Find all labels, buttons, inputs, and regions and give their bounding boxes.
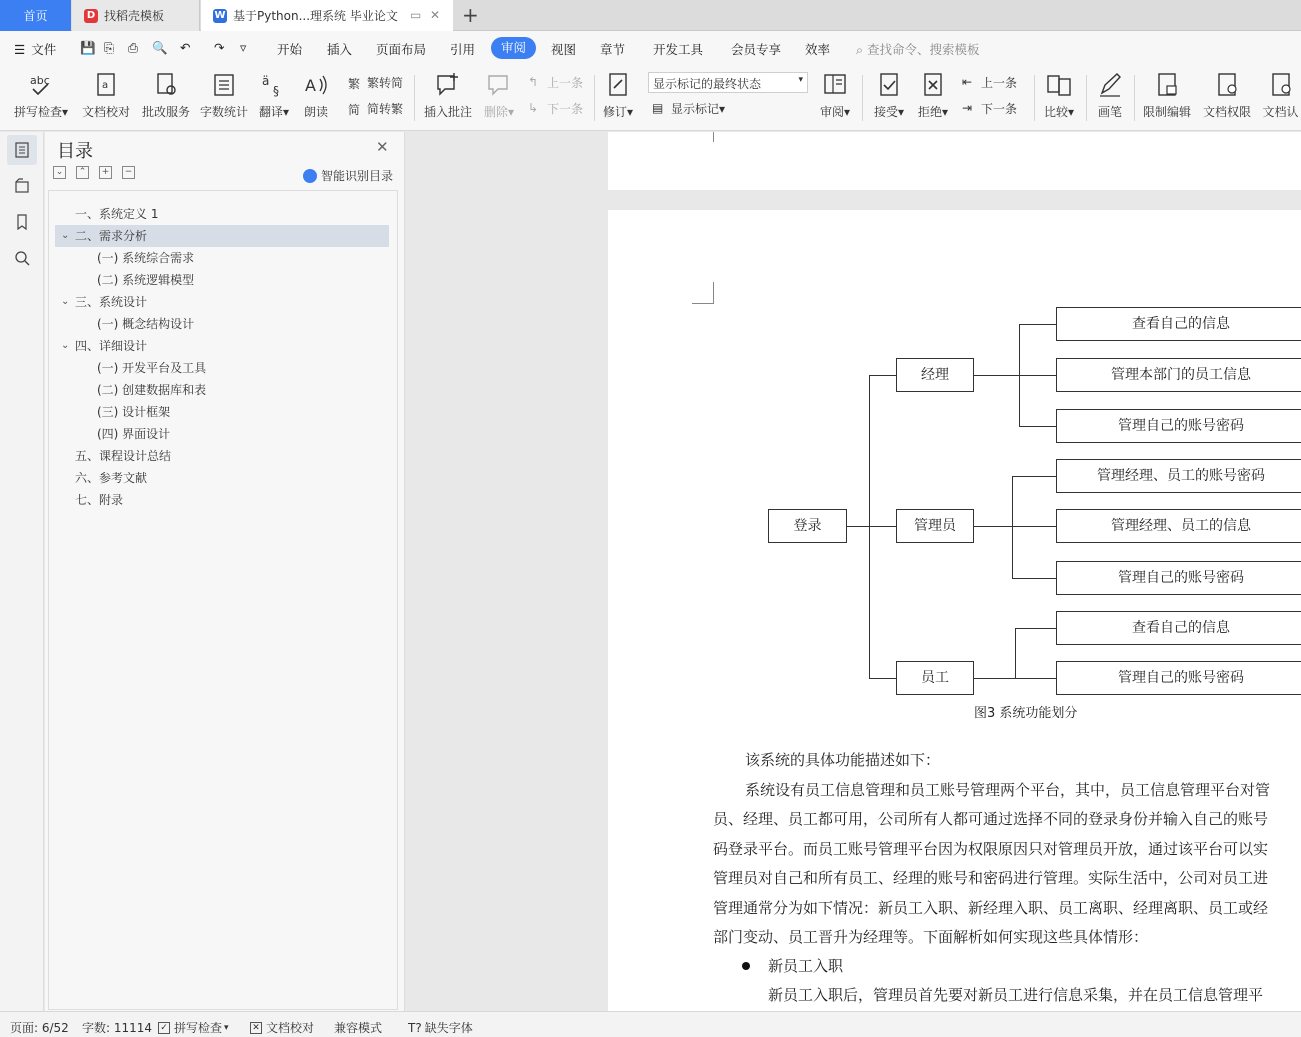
toc-item[interactable]	[55, 247, 389, 269]
toc-item-label: 四、详细设计	[75, 339, 148, 353]
compare-icon	[1045, 71, 1073, 99]
figure-caption: 图3 系统功能划分	[974, 706, 1078, 721]
connector-line	[974, 526, 1012, 527]
review-service-label: 批改服务	[141, 105, 190, 119]
toc-item[interactable]	[55, 269, 389, 291]
page-indicator[interactable]: 页面: 6/52	[10, 1021, 69, 1035]
compat-mode[interactable]: 兼容模式	[334, 1021, 383, 1035]
tab-bar	[0, 0, 1301, 31]
menu-member[interactable]: 会员专享	[731, 42, 782, 57]
doc-proof-button[interactable]	[80, 71, 132, 120]
ribbon-divider	[414, 75, 415, 121]
node-leaf: 管理自己的账号密码	[1056, 409, 1301, 443]
translate-button[interactable]	[256, 71, 292, 120]
chapter-icon	[14, 178, 30, 194]
tab-find-template[interactable]	[72, 0, 200, 31]
bullet-item: 新员工入职	[768, 957, 844, 975]
command-search-label: 查找命令、搜索模板	[867, 42, 980, 57]
convert-icon: 繁	[348, 76, 361, 91]
ribbon	[0, 67, 1301, 131]
bookmark-button[interactable]	[7, 207, 37, 237]
prev-comment-button[interactable]	[528, 74, 583, 91]
svg-text:abc: abc	[30, 74, 50, 87]
connector-line	[1015, 628, 1056, 629]
menu-chapter[interactable]: 章节	[600, 42, 626, 57]
chevron-down-icon[interactable]: ⌄	[61, 340, 70, 351]
nav-sidebar	[0, 132, 44, 1011]
prev-comment-label: 上一条	[547, 76, 584, 90]
hamburger-icon: ☰	[14, 41, 26, 57]
redo-icon[interactable]: ↷	[214, 40, 225, 55]
menu-view[interactable]: 视图	[551, 42, 577, 57]
connector-line	[869, 678, 896, 679]
toc-item-label: (四) 界面设计	[97, 427, 171, 441]
remove-level-icon[interactable]: −	[122, 166, 135, 179]
svg-text:A: A	[305, 76, 316, 95]
close-icon[interactable]: ✕	[376, 138, 389, 156]
toc-item-label: 二、需求分析	[75, 229, 148, 243]
toc-item-label: 五、课程设计总结	[75, 449, 172, 463]
node-leaf: 查看自己的信息	[1056, 611, 1301, 645]
paragraph-line: 系统设有员工信息管理和员工账号管理两个平台，其中，员工信息管理平台对管	[745, 781, 1271, 799]
menu-page-layout[interactable]: 页面布局	[376, 42, 427, 57]
menu-developer[interactable]: 开发工具	[653, 42, 704, 57]
toc-item-label: (一) 开发平台及工具	[97, 361, 207, 375]
prev-change-button[interactable]	[962, 74, 1017, 91]
menu-efficiency[interactable]: 效率	[805, 42, 831, 57]
smart-toc-label: 智能识别目录	[321, 169, 394, 183]
connector-line	[974, 375, 1019, 376]
next-comment-icon: ↳	[528, 100, 539, 115]
lock-doc-icon	[1153, 71, 1181, 99]
spell-check-button[interactable]	[12, 71, 70, 120]
delete-comment-label: 删除	[483, 105, 508, 119]
reject-icon	[919, 71, 947, 99]
paragraph-line: 该系统的具体功能描述如下：	[745, 751, 941, 769]
status-doc-proof[interactable]	[250, 1019, 314, 1036]
ribbon-divider	[1034, 75, 1035, 121]
connector-line	[1012, 476, 1056, 477]
crop-mark	[692, 282, 714, 304]
restrict-edit-label: 限制编辑	[1142, 105, 1191, 119]
menu-start[interactable]: 开始	[277, 42, 303, 57]
toc-item[interactable]	[55, 313, 389, 335]
spell-check-icon	[27, 71, 55, 99]
pen-button[interactable]	[1094, 71, 1126, 120]
toc-item[interactable]	[55, 445, 389, 467]
review-pane-label: 审阅	[819, 105, 844, 119]
node-leaf: 管理自己的账号密码	[1056, 661, 1301, 695]
toc-item[interactable]	[55, 203, 389, 225]
document-page[interactable]	[608, 210, 1301, 1011]
node-role-admin: 管理员	[896, 509, 974, 543]
add-level-icon[interactable]: +	[99, 166, 112, 179]
connector-line	[1019, 426, 1056, 427]
paragraph-line: 管理员对自己和所有员工、经理的账号和密码进行管理。实际生活中，公司对员工进	[713, 869, 1269, 887]
chevron-down-icon: ▾	[798, 75, 803, 85]
tab-find-template-label: 找稻壳模板	[104, 9, 165, 23]
read-aloud-button[interactable]	[300, 71, 332, 120]
missing-font-label: 缺失字体	[424, 1021, 473, 1035]
to-simplified-button[interactable]	[348, 100, 403, 117]
restrict-edit-button[interactable]	[1140, 71, 1194, 120]
svg-text:ä: ä	[262, 74, 270, 88]
doc-cert-button[interactable]	[1260, 71, 1301, 120]
prev-change-icon: ⇤	[962, 74, 973, 89]
node-role-employee: 员工	[896, 661, 974, 695]
toc-toolbar	[53, 166, 135, 179]
translate-icon	[260, 71, 288, 99]
paragraph-line: 码登录平台。而员工账号管理平台因为权限原因只对管理员开放，通过该平台可以实	[713, 840, 1269, 858]
daoke-logo-icon: D	[84, 9, 98, 23]
toc-item[interactable]	[55, 467, 389, 489]
collapse-all-icon[interactable]: ⌄	[53, 166, 66, 179]
smart-toc-button[interactable]	[303, 167, 393, 184]
paragraph-line: 管理通常分为如下情况：新员工入职、新经理入职、员工离职、经理离职、员工或经	[713, 899, 1269, 917]
accept-button[interactable]	[870, 71, 908, 120]
toc-item-label: 七、附录	[75, 493, 124, 507]
toc-item-label: (一) 概念结构设计	[97, 317, 195, 331]
show-markup-button[interactable]	[652, 100, 725, 117]
toc-item-label: (三) 设计框架	[97, 405, 171, 419]
search-icon: ⌕	[856, 42, 864, 57]
markup-state-value: 显示标记的最终状态	[653, 77, 762, 91]
node-role-manager: 经理	[896, 358, 974, 392]
accept-icon	[875, 71, 903, 99]
quick-access-dropdown-icon[interactable]: ▿	[240, 40, 247, 55]
toc-title: 目录	[57, 141, 93, 162]
node-leaf: 查看自己的信息	[1056, 307, 1301, 341]
toc-list	[48, 190, 398, 1010]
svg-text:§: §	[273, 84, 279, 98]
track-changes-label: 修订	[602, 105, 627, 119]
missing-font-button[interactable]	[408, 1019, 473, 1036]
toc-item[interactable]	[55, 357, 389, 379]
status-spell-check-label: 拼写检查	[174, 1021, 223, 1035]
toc-panel	[45, 132, 405, 1011]
search-icon	[14, 250, 30, 266]
print-preview-icon[interactable]: 🔍	[152, 40, 168, 55]
connector-line	[1019, 324, 1056, 325]
doc-proof-icon: ✕	[250, 1022, 262, 1034]
doc-permission-label: 文档权限	[1202, 105, 1251, 119]
connector-line	[847, 526, 869, 527]
toc-item-label: (二) 创建数据库和表	[97, 383, 207, 397]
review-pane-icon	[821, 71, 849, 99]
command-search[interactable]	[856, 40, 980, 58]
ribbon-divider	[862, 75, 863, 121]
save-icon[interactable]: 💾	[80, 40, 96, 55]
toc-item-label: 一、系统定义 1	[75, 207, 159, 221]
markup-state-select[interactable]	[648, 72, 808, 93]
word-count-button[interactable]	[198, 71, 250, 120]
next-change-icon: ⇥	[962, 100, 973, 115]
to-traditional-label: 繁转简	[367, 76, 404, 90]
connector-line	[1019, 375, 1056, 376]
chapter-nav-button[interactable]	[7, 171, 37, 201]
toc-item[interactable]	[55, 489, 389, 511]
next-change-label: 下一条	[981, 102, 1018, 116]
connector-line	[1012, 526, 1056, 527]
expand-all-icon[interactable]: ⌃	[76, 166, 89, 179]
chevron-down-icon[interactable]: ⌄	[61, 296, 70, 307]
dropdown-icon: ▾	[626, 105, 634, 119]
next-comment-button[interactable]	[528, 100, 583, 117]
status-bar	[0, 1011, 1301, 1037]
word-count-label: 字数统计	[199, 105, 248, 119]
menu-insert[interactable]: 插入	[327, 42, 353, 57]
toc-item[interactable]	[55, 335, 389, 357]
to-traditional-button[interactable]	[348, 74, 403, 91]
doc-proof-label: 文档校对	[81, 105, 130, 119]
spell-check-label: 拼写检查	[13, 105, 62, 119]
doc-permission-button[interactable]	[1200, 71, 1254, 120]
doc-proof-icon	[92, 71, 120, 99]
pen-icon	[1096, 71, 1124, 99]
ribbon-divider	[594, 75, 595, 121]
connector-line	[1015, 628, 1016, 678]
dropdown-icon: ▾	[282, 105, 290, 119]
toc-item[interactable]	[55, 291, 389, 313]
node-leaf: 管理经理、员工的信息	[1056, 509, 1301, 543]
permission-doc-icon	[1213, 71, 1241, 99]
word-count-indicator[interactable]: 字数: 11114	[82, 1021, 153, 1035]
delete-comment-button[interactable]	[482, 71, 516, 120]
toc-item-label: 六、参考文献	[75, 471, 148, 485]
dropdown-icon: ▾	[843, 105, 851, 119]
accept-label: 接受	[873, 105, 898, 119]
new-tab-button[interactable]: +	[462, 3, 479, 27]
read-aloud-icon	[302, 71, 330, 99]
paragraph-line: 员、经理、员工都可用，公司所有人都可通过选择不同的登录身份并输入自己的账号	[713, 810, 1269, 828]
toc-icon	[14, 142, 30, 158]
status-spell-check[interactable]	[158, 1019, 229, 1036]
toc-item[interactable]	[55, 379, 389, 401]
paragraph-line: 部门变动、员工晋升为经理等。下面解析如何实现这些具体情形：	[713, 928, 1149, 946]
connector-line	[1012, 578, 1056, 579]
dropdown-icon: ▾	[1067, 105, 1075, 119]
node-leaf: 管理本部门的员工信息	[1056, 358, 1301, 392]
ai-icon	[303, 169, 317, 183]
tab-document-label: 基于Python...理系统 毕业论文	[233, 9, 398, 23]
dropdown-icon: ▾	[507, 105, 515, 119]
insert-comment-label: 插入批注	[423, 105, 472, 119]
node-root: 登录	[768, 509, 847, 543]
document-area	[405, 132, 1301, 1011]
file-menu[interactable]	[14, 40, 56, 58]
undo-icon[interactable]: ↶	[180, 40, 191, 55]
show-markup-icon: ▤	[652, 100, 664, 115]
status-doc-proof-label: 文档校对	[266, 1021, 315, 1035]
dropdown-icon: ▾	[719, 101, 726, 116]
dropdown-icon: ▾	[224, 1022, 229, 1033]
chevron-down-icon[interactable]: ⌄	[61, 230, 70, 241]
read-aloud-label: 朗读	[303, 105, 328, 119]
review-pane-button[interactable]	[816, 71, 854, 120]
convert-icon: 简	[348, 102, 361, 117]
doc-cert-label: 文档认	[1262, 105, 1299, 119]
close-tab-icon[interactable]: ✕	[430, 8, 441, 22]
bullet-icon	[742, 962, 750, 970]
tab-home[interactable]: 首页	[0, 0, 71, 31]
toc-item-label: (二) 系统逻辑模型	[97, 273, 195, 287]
export-pdf-icon[interactable]: ⎘	[104, 40, 115, 55]
print-icon[interactable]: ⎙	[128, 40, 139, 55]
to-simplified-label: 简转繁	[367, 102, 404, 116]
toc-item[interactable]	[55, 401, 389, 423]
node-leaf: 管理经理、员工的账号密码	[1056, 459, 1301, 493]
compare-label: 比较	[1043, 105, 1068, 119]
toc-item[interactable]	[55, 225, 389, 247]
find-button[interactable]	[7, 243, 37, 273]
ribbon-divider	[1134, 75, 1135, 121]
dropdown-icon: ▾	[61, 105, 69, 119]
insert-comment-button[interactable]	[422, 71, 474, 120]
next-comment-label: 下一条	[547, 102, 584, 116]
menu-references[interactable]: 引用	[450, 42, 476, 57]
toc-panel-button[interactable]	[7, 135, 37, 165]
bookmark-icon	[14, 214, 30, 230]
svg-text:a: a	[102, 80, 109, 91]
prev-change-label: 上一条	[981, 76, 1018, 90]
connector-line	[974, 678, 1015, 679]
compare-button[interactable]	[1040, 71, 1078, 120]
toc-item-label: 三、系统设计	[75, 295, 148, 309]
show-markup-label: 显示标记	[671, 102, 720, 116]
menu-review[interactable]: 审阅	[491, 37, 536, 59]
reject-button[interactable]	[914, 71, 952, 120]
crop-mark	[713, 132, 714, 142]
connector-line	[1015, 678, 1056, 679]
word-doc-icon: W	[214, 10, 226, 21]
review-service-button[interactable]	[140, 71, 192, 120]
dropdown-icon: ▾	[897, 105, 905, 119]
menu-bar	[0, 31, 1301, 67]
checkbox-checked-icon: ✓	[158, 1022, 170, 1034]
dropdown-icon: ▾	[941, 105, 949, 119]
file-menu-label: 文件	[31, 42, 57, 57]
translate-label: 翻译	[258, 105, 283, 119]
reject-label: 拒绝	[917, 105, 942, 119]
pin-tab-icon[interactable]: ▭	[410, 8, 422, 22]
ribbon-divider	[1086, 75, 1087, 121]
connector-line	[1012, 476, 1013, 578]
word-count-icon	[210, 71, 238, 99]
comment-delete-icon	[485, 71, 513, 99]
connector-line	[869, 526, 896, 527]
connector-line	[869, 375, 896, 376]
toc-item[interactable]	[55, 423, 389, 445]
missing-font-icon: T?	[408, 1020, 422, 1035]
pen-label: 画笔	[1097, 105, 1122, 119]
paragraph-line: 新员工入职后，管理员首先要对新员工进行信息采集，并在员工信息管理平	[768, 986, 1264, 1004]
track-changes-icon	[604, 71, 632, 99]
comment-add-icon	[434, 71, 462, 99]
node-leaf: 管理自己的账号密码	[1056, 561, 1301, 595]
toc-item-label: (一) 系统综合需求	[97, 251, 195, 265]
prev-comment-icon: ↰	[528, 74, 539, 89]
previous-page	[608, 132, 1301, 190]
certificate-doc-icon	[1267, 71, 1295, 99]
review-service-icon	[152, 71, 180, 99]
track-changes-button[interactable]	[600, 71, 636, 120]
next-change-button[interactable]	[962, 100, 1017, 117]
